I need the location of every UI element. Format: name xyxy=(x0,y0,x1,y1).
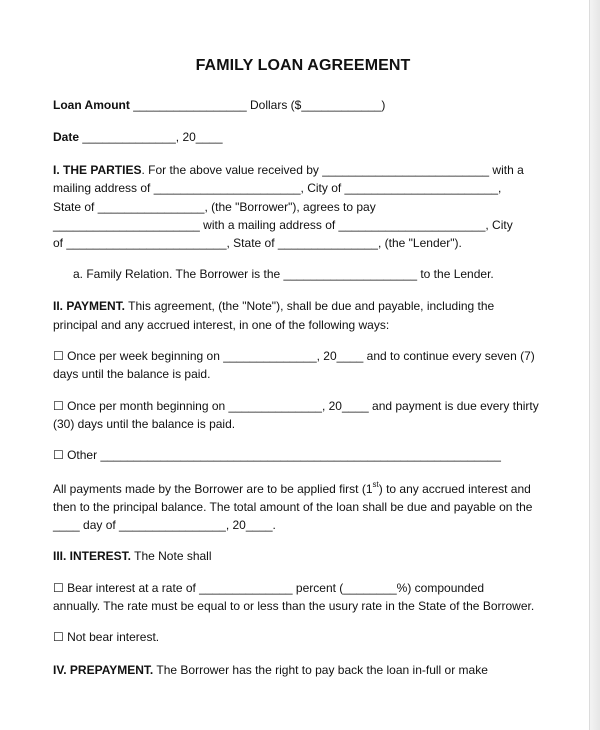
prepayment-text: The Borrower has the right to pay back the loan in-full or make xyxy=(153,663,488,677)
not-bear-interest-line[interactable]: ☐ Not bear interest. xyxy=(53,630,160,644)
parties-line-2: mailing address of ______________________, City of _______________________, xyxy=(53,181,502,195)
applied-text-a: All payments made by the Borrower are to be applied first (1 xyxy=(53,482,373,496)
parties-line-4: ______________________ with a mailing address of ______________________, City xyxy=(53,218,513,232)
date-label: Date xyxy=(53,130,80,144)
parties-line-3: State of ________________, (the "Borrower"), agrees to pay xyxy=(53,200,376,214)
document-title: FAMILY LOAN AGREEMENT xyxy=(195,57,411,74)
prepayment-heading: IV. PREPAYMENT. xyxy=(53,663,154,677)
interest-heading: III. INTEREST. xyxy=(53,549,132,563)
payment-text-1: This agreement, (the "Note"), shall be due and payable, including the xyxy=(125,299,495,313)
payment-line-2: principal and any accrued interest, in one of the following ways: xyxy=(53,318,390,332)
payment-heading: II. PAYMENT. xyxy=(53,299,126,313)
date-line xyxy=(53,129,223,145)
page-edge xyxy=(589,0,600,730)
weekly-option-line-2: days until the balance is paid. xyxy=(53,367,211,381)
loan-amount-label: Loan Amount xyxy=(53,98,130,112)
parties-heading: I. THE PARTIES xyxy=(53,163,142,177)
loan-amount-line xyxy=(53,97,385,113)
monthly-option-line-1[interactable]: ☐ Once per month beginning on ______________, 20____ and payment is due every thirty xyxy=(53,399,539,413)
family-relation-line: a. Family Relation. The Borrower is the ____________________ to the Lender. xyxy=(73,267,494,281)
parties-text-1: . For the above value received by _________________________ with a xyxy=(141,163,524,177)
payments-applied-line-3: ____ day of ________________, 20____. xyxy=(53,518,276,532)
parties-line-1 xyxy=(53,162,524,178)
applied-text-b: ) to any accrued interest and xyxy=(378,482,531,496)
bear-interest-line-2: annually. The rate must be equal to or less than the usury rate in the State of the Borrower. xyxy=(53,599,535,613)
bear-interest-line-1[interactable]: ☐ Bear interest at a rate of ______________ percent (________%) compounded xyxy=(53,581,485,595)
payments-applied-line-1 xyxy=(53,481,531,497)
interest-line xyxy=(53,548,212,564)
weekly-option-line-1[interactable]: ☐ Once per week beginning on ______________, 20____ and to continue every seven (7) xyxy=(53,349,535,363)
other-option-line[interactable]: ☐ Other ____________________________________________________________ xyxy=(53,448,501,462)
loan-amount-field: _________________ Dollars ($____________) xyxy=(129,98,386,112)
monthly-option-line-2: (30) days until the balance is paid. xyxy=(53,417,236,431)
date-field: ______________, 20____ xyxy=(79,130,223,144)
interest-intro: The Note shall xyxy=(131,549,212,563)
payment-line-1 xyxy=(53,298,494,314)
ordinal-superscript: st xyxy=(372,480,379,489)
parties-line-5: of ________________________, State of _______________, (the "Lender"). xyxy=(53,236,462,250)
payments-applied-line-2: then to the principal balance. The total amount of the loan shall be due and payable on the xyxy=(53,500,533,514)
prepayment-line xyxy=(53,662,488,678)
